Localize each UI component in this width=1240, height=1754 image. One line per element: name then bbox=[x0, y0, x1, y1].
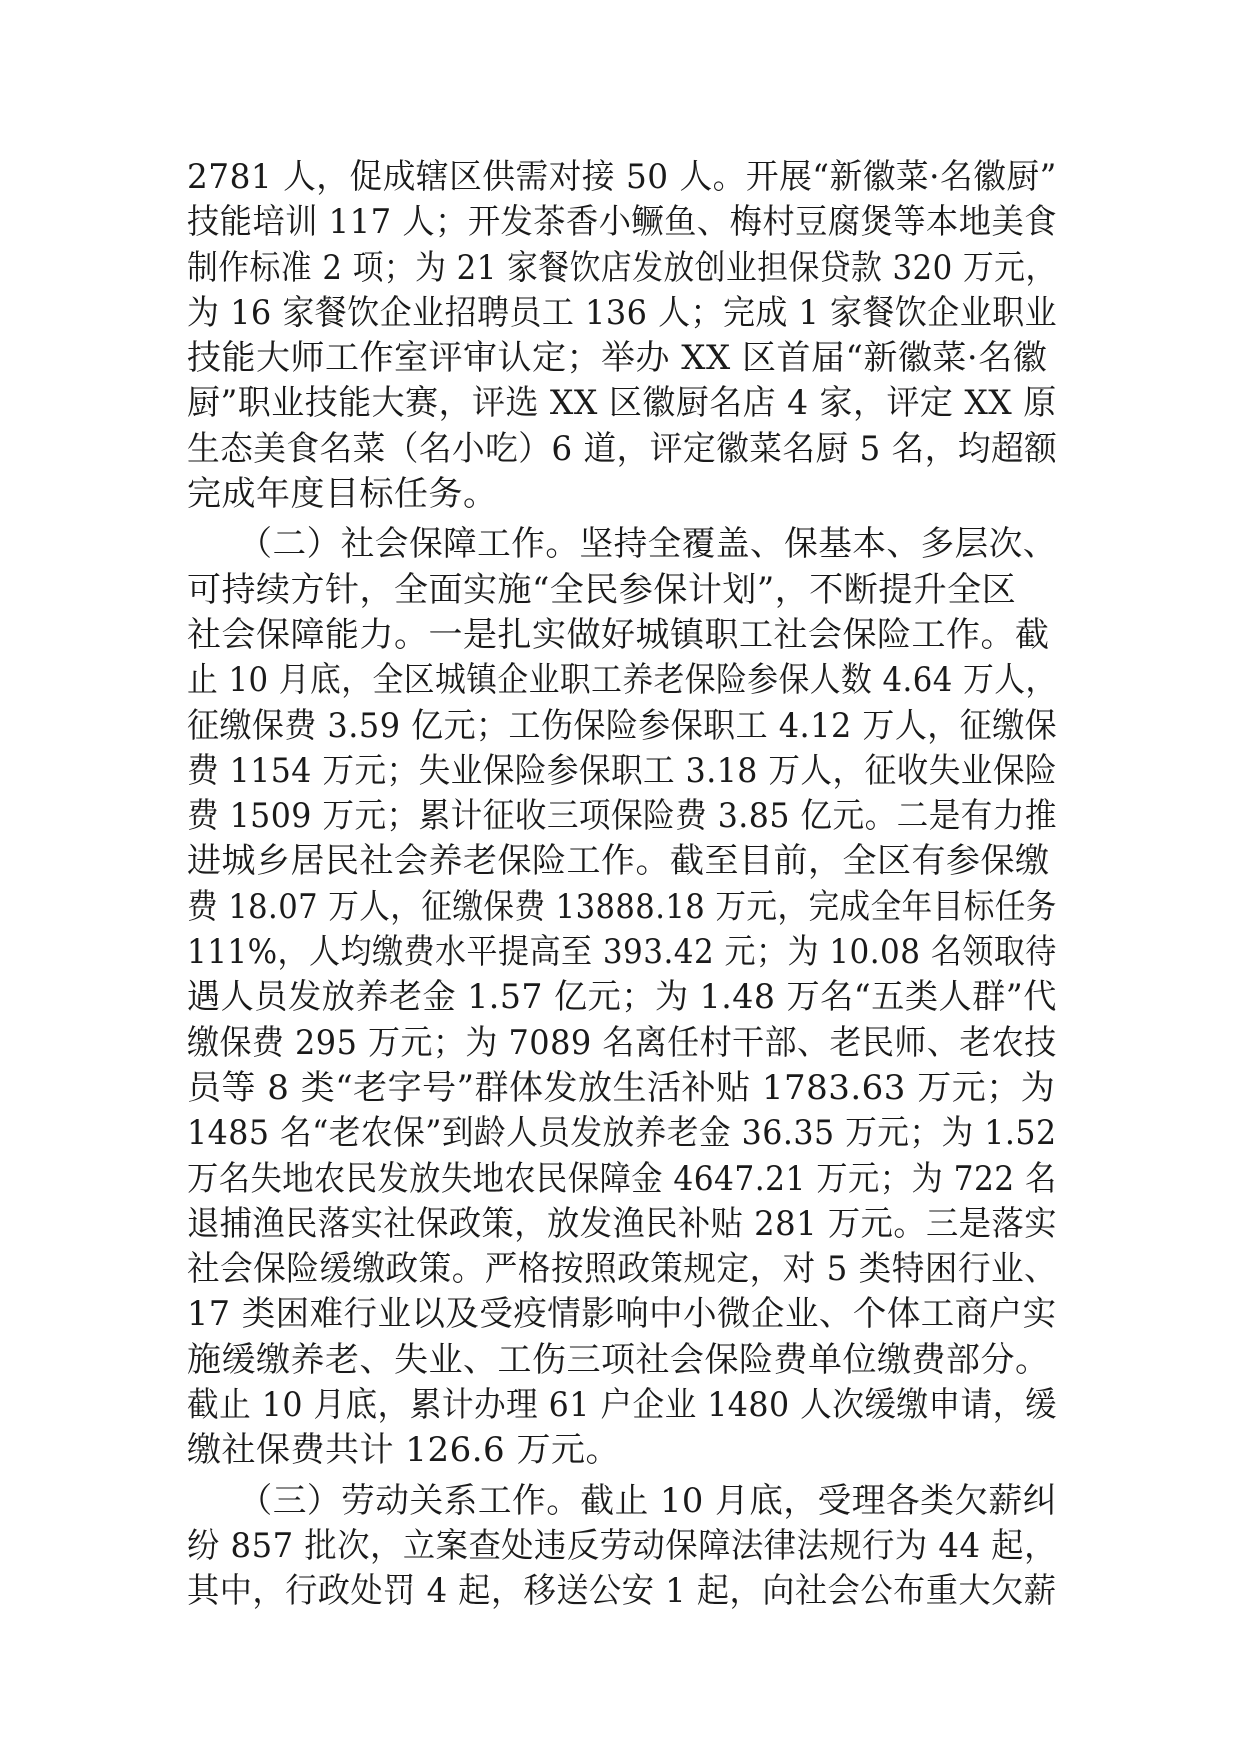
document-body bbox=[187, 155, 1057, 1615]
text-line: （三）劳动关系工作。截止 10 月底，受理各类欠薪纠 bbox=[187, 1480, 1057, 1521]
text-line: 费 1154 万元；失业保险参保职工 3.18 万人，征收失业保险 bbox=[187, 750, 1057, 791]
text-line: 17 类困难行业以及受疫情影响中小微企业、个体工商户实 bbox=[187, 1294, 1057, 1335]
text-line: 止 10 月底，全区城镇企业职工养老保险参保人数 4.64 万人， bbox=[187, 660, 1057, 701]
text-line: 纷 857 批次，立案查处违反劳动保障法律法规行为 44 起， bbox=[187, 1525, 1057, 1566]
text-line: 遇人员发放养老金 1.57 亿元；为 1.48 万名“五类人群”代 bbox=[187, 977, 1057, 1018]
text-line: 111%，人均缴费水平提高至 393.42 元；为 10.08 名领取待 bbox=[187, 932, 1057, 973]
text-line: 征缴保费 3.59 亿元；工伤保险参保职工 4.12 万人，征缴保 bbox=[187, 705, 1058, 746]
paragraph-p1 bbox=[187, 155, 1057, 517]
text-line: 员等 8 类“老字号”群体发放生活补贴 1783.63 万元；为 bbox=[187, 1067, 1056, 1108]
text-line: 截止 10 月底，累计办理 61 户企业 1480 人次缓缴申请，缓 bbox=[187, 1385, 1057, 1426]
text-line: 技能培训 117 人；开发茶香小鳜鱼、梅村豆腐煲等本地美食 bbox=[187, 202, 1057, 243]
text-line: 厨”职业技能大赛，评选 XX 区徽厨名店 4 家，评定 XX 原 bbox=[187, 383, 1057, 424]
text-line: 进城乡居民社会养老保险工作。截至目前，全区有参保缴 bbox=[187, 841, 1050, 882]
text-line: 缴保费 295 万元；为 7089 名离任村干部、老民师、老农技 bbox=[187, 1022, 1057, 1063]
text-line: 可持续方针，全面实施“全民参保计划”，不断提升全区 bbox=[187, 569, 1017, 610]
text-line: 社会保险缓缴政策。严格按照政策规定，对 5 类特困行业、 bbox=[187, 1249, 1058, 1290]
paragraph-p3 bbox=[187, 1479, 1057, 1615]
text-line: （二）社会保障工作。坚持全覆盖、保基本、多层次、 bbox=[187, 524, 1057, 565]
text-line: 生态美食名菜（名小吃）6 道，评定徽菜名厨 5 名，均超额 bbox=[187, 428, 1058, 469]
text-line: 费 18.07 万人，征缴保费 13888.18 万元，完成全年目标任务 bbox=[187, 886, 1057, 927]
text-line: 技能大师工作室评审认定；举办 XX 区首届“新徽菜·名徽 bbox=[187, 338, 1048, 379]
text-line: 万名失地农民发放失地农民保障金 4647.21 万元；为 722 名 bbox=[187, 1158, 1057, 1199]
paragraph-p2 bbox=[187, 522, 1057, 1473]
text-line: 制作标准 2 项；为 21 家餐饮店发放创业担保贷款 320 万元， bbox=[187, 247, 1057, 288]
text-line: 1485 名“老农保”到龄人员发放养老金 36.35 万元；为 1.52 bbox=[187, 1113, 1057, 1154]
text-line: 缴社保费共计 126.6 万元。 bbox=[187, 1430, 620, 1471]
text-line: 为 16 家餐饮企业招聘员工 136 人；完成 1 家餐饮企业职业 bbox=[187, 292, 1058, 333]
text-line: 施缓缴养老、失业、工伤三项社会保险费单位缴费部分。 bbox=[187, 1339, 1050, 1380]
text-line: 其中，行政处罚 4 起，移送公安 1 起，向社会公布重大欠薪 bbox=[187, 1571, 1057, 1612]
text-line: 2781 人，促成辖区供需对接 50 人。开展“新徽菜·名徽厨” bbox=[187, 157, 1057, 197]
text-line: 完成年度目标任务。 bbox=[187, 474, 498, 515]
text-line: 退捕渔民落实社保政策，放发渔民补贴 281 万元。三是落实 bbox=[187, 1203, 1057, 1244]
text-line: 费 1509 万元；累计征收三项保险费 3.85 亿元。二是有力推 bbox=[187, 796, 1057, 837]
text-line: 社会保障能力。一是扎实做好城镇职工社会保险工作。截 bbox=[187, 614, 1050, 655]
